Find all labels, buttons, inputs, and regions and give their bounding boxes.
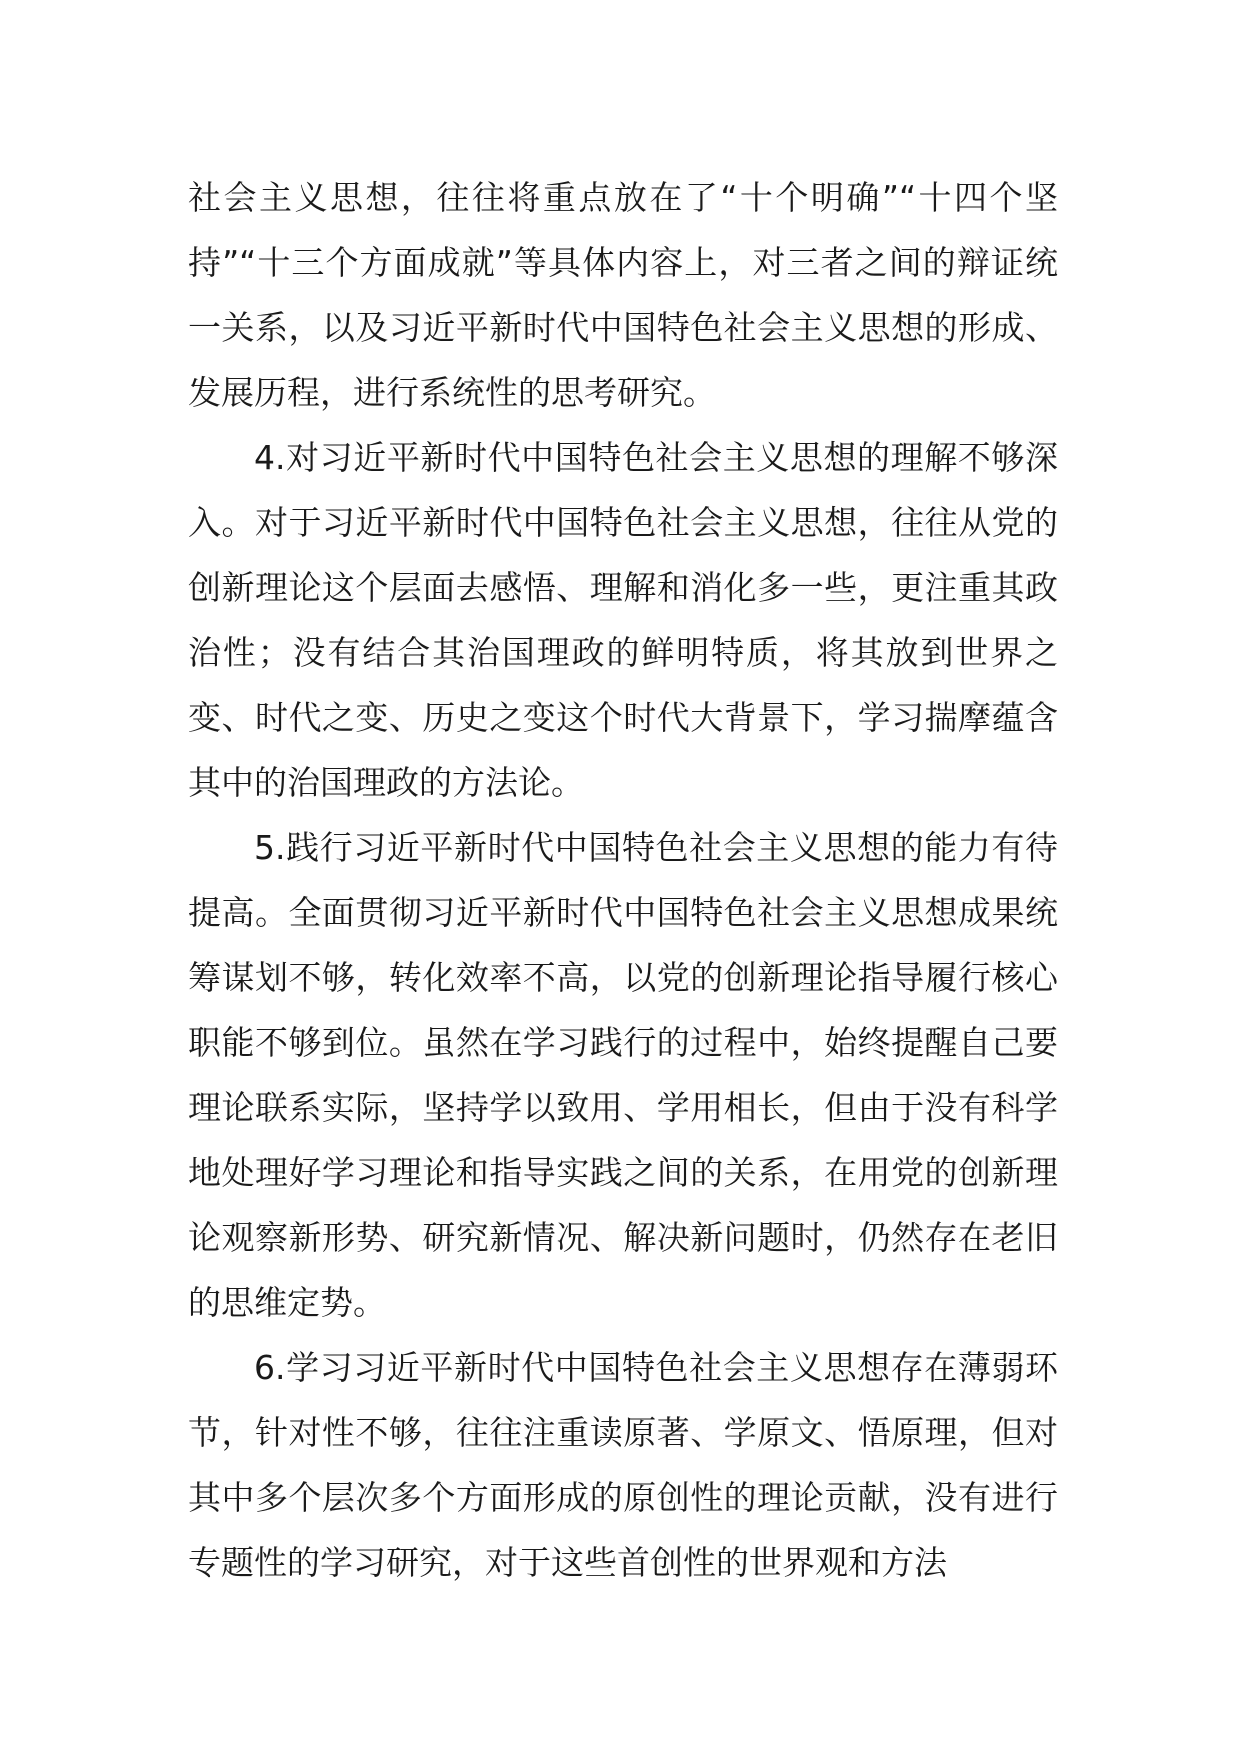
paragraph-item-6: 6.学习习近平新时代中国特色社会主义思想存在薄弱环节，针对性不够，往往注重读原著、学原文、悟原理，但对其中多个层次多个方面形成的原创性的理论贡献，没有进行专题性的学习研究，对于这些首创性的世界观和方法 <box>188 1348 1058 1582</box>
paragraph-item-5: 5.践行习近平新时代中国特色社会主义思想的能力有待提高。全面贯彻习近平新时代中国特色社会主义思想成果统筹谋划不够，转化效率不高，以党的创新理论指导履行核心职能不够到位。虽然在学习践行的过程中，始终提醒自己要理论联系实际，坚持学以致用、学用相长，但由于没有科学地处理好学习理论和指导实践之间的关系，在用党的创新理论观察新形势、研究新情况、解决新问题时，仍然存在老旧的思维定势。 <box>188 828 1058 1322</box>
paragraph-item-4: 4.对习近平新时代中国特色社会主义思想的理解不够深入。对于习近平新时代中国特色社会主义思想，往往从党的创新理论这个层面去感悟、理解和消化多一些，更注重其政治性；没有结合其治国理政的鲜明特质，将其放到世界之变、时代之变、历史之变这个时代大背景下，学习揣摩蕴含其中的治国理政的方法论。 <box>188 438 1058 802</box>
document-body <box>188 165 1058 1595</box>
paragraph-continued: 社会主义思想，往往将重点放在了“十个明确”“十四个坚持”“十三个方面成就”等具体内容上，对三者之间的辩证统一关系，以及习近平新时代中国特色社会主义思想的形成、发展历程，进行系统性的思考研究。 <box>188 178 1058 412</box>
